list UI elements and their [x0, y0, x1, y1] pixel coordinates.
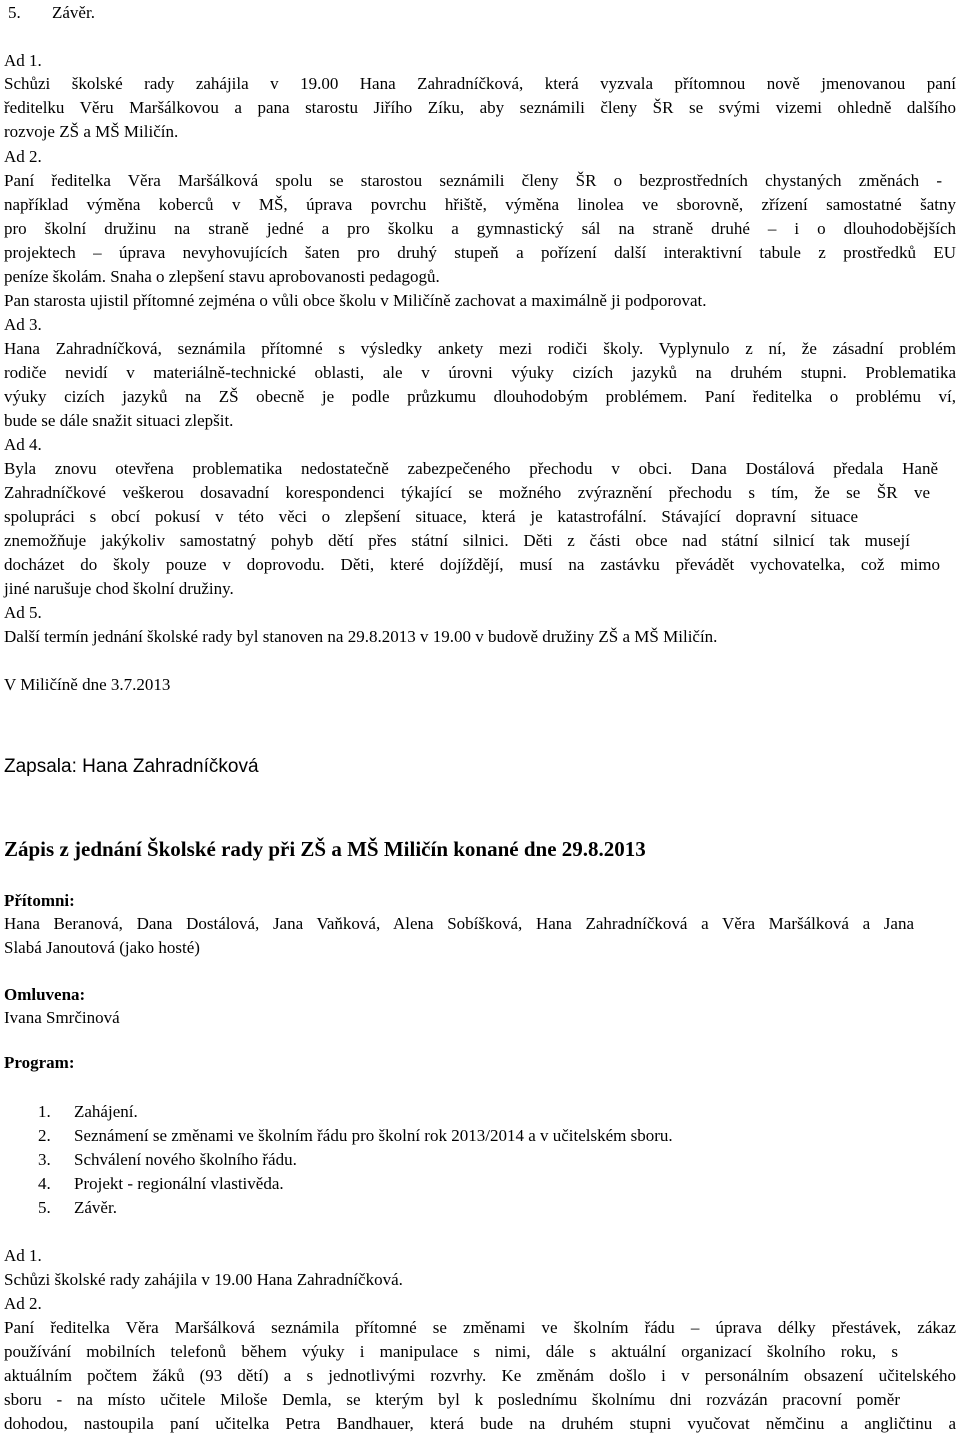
ad1-line: ředitelku Věru Maršálkovou a pana starostu Jiřího Zíku, aby seznámili členy ŠR se svými vizemi ohledně dalšího	[4, 98, 956, 117]
program-item	[34, 1124, 673, 1148]
agenda-item-5	[4, 1, 95, 25]
program-item	[34, 1148, 297, 1172]
ad2-line: Pan starosta ujistil přítomné zejména o vůli obce školu v Miličíně zachovat a maximálně ji podporovat.	[4, 291, 707, 310]
program-number: 5.	[38, 1198, 51, 1217]
ad2-line: Paní ředitelka Věra Maršálková spolu se starostou seznámili členy ŠR o bezprostředních chystaných změnách -	[4, 171, 942, 190]
ad2-line: pro školní družinu na straně jedné a pro školku a gymnastický sál na straně druhé – i o dlouhodobějších	[4, 219, 956, 238]
program-label: Program:	[4, 1053, 75, 1072]
ad1-line: rozvoje ZŠ a MŠ Miličín.	[4, 122, 179, 141]
ad4-line: jiné narušuje chod školní družiny.	[4, 579, 234, 598]
agenda-text: Závěr.	[52, 3, 95, 22]
program-item	[34, 1196, 117, 1220]
program-number: 4.	[38, 1174, 51, 1193]
ad1-text-2: Schůzi školské rady zahájila v 19.00 Hana Zahradníčková.	[4, 1270, 403, 1289]
ad4-line: znemožňuje jakýkoliv samostatný pohyb dětí přes státní silnici. Děti z části obce nad státní silnicí tak musejí	[4, 531, 910, 550]
ad4-heading: Ad 4.	[4, 435, 42, 454]
ad1-heading: Ad 1.	[4, 51, 42, 70]
present-line: Hana Beranová, Dana Dostálová, Jana Vaňková, Alena Sobíšková, Hana Zahradníčková a Věra Maršálková a Jana	[4, 914, 914, 933]
program-text: Závěr.	[74, 1198, 117, 1217]
ad3-heading: Ad 3.	[4, 315, 42, 334]
program-text: Zahájení.	[74, 1102, 138, 1121]
program-number: 2.	[38, 1126, 51, 1145]
ad1-heading-2: Ad 1.	[4, 1246, 42, 1265]
ad2-line: peníze školám. Snaha o zlepšení stavu aprobovanosti pedagogů.	[4, 267, 440, 286]
present-label: Přítomni:	[4, 891, 75, 910]
ad3-line: rodiče nevidí v materiálně-technické oblasti, ale v úrovni výuky cizích jazyků na druhém stupni. Problematika	[4, 363, 956, 382]
ad4-line: spolupráci s obcí pokusí v této věci o zlepšení situace, která je katastrofální. Stávající dopravní situace	[4, 507, 858, 526]
ad2-line: projektech – úprava nevyhovujících šaten pro druhý stupeň a pořízení další interaktivní tabule z prostředků EU	[4, 243, 956, 262]
ad2-line: například výměna koberců v MŠ, úprava povrchu hřiště, výměna linolea ve sborovně, zřízení samostatné šatny	[4, 195, 956, 214]
ad2-line-2: Paní ředitelka Věra Maršálková seznámila přítomné se změnami ve školním řádu – úprava délky přestávek, zákaz	[4, 1318, 956, 1337]
ad2-line-2: sboru - na místo učitele Miloše Demla, se kterým byl k poslednímu školnímu dni rozvázán pracovní poměr	[4, 1390, 900, 1409]
program-text: Projekt - regionální vlastivěda.	[74, 1174, 284, 1193]
ad3-line: výuky cizích jazyků na ZŠ obecně je podle průzkumu dlouhodobým problémem. Paní ředitelka o problému ví,	[4, 387, 956, 406]
ad2-line-2: dohodou, nastoupila paní učitelka Petra Bandhauer, která bude na druhém stupni vyučovat němčinu a angličtinu a	[4, 1414, 956, 1433]
ad3-line: bude se dále snažit situaci zlepšit.	[4, 411, 234, 430]
ad2-heading-2: Ad 2.	[4, 1294, 42, 1313]
program-text: Schválení nového školního řádu.	[74, 1150, 297, 1169]
program-number: 1.	[38, 1102, 51, 1121]
program-item	[34, 1100, 138, 1124]
excused-name: Ivana Smrčinová	[4, 1008, 120, 1027]
agenda-number: 5.	[8, 3, 21, 22]
ad1-line: Schůzi školské rady zahájila v 19.00 Hana Zahradníčková, která vyzvala přítomnou nově jmenovanou paní	[4, 74, 956, 93]
ad4-line: Byla znovu otevřena problematika nedostatečně zabezpečeného přechodu v obci. Dana Dostálová předala Haně	[4, 459, 938, 478]
program-text: Seznámení se změnami ve školním řádu pro školní rok 2013/2014 a v učitelském sboru.	[74, 1126, 673, 1145]
ad5-heading: Ad 5.	[4, 603, 42, 622]
ad2-line-2: aktuálním počtem žáků (93 dětí) a s jednotlivými rozvrhy. Ke změnám došlo i v personálním obsazení učitelského	[4, 1366, 956, 1385]
recorded-by: Zapsala: Hana Zahradníčková	[4, 756, 259, 777]
place-and-date: V Miličíně dne 3.7.2013	[4, 675, 171, 694]
ad2-line-2: používání mobilních telefonů během výuky i manipulace s nimi, dále s aktuální organizací školního roku, s	[4, 1342, 898, 1361]
ad4-line: Zahradníčkové veškerou dosavadní korespondenci týkající se možného zvýraznění přechodu s tím, že se ŠR ve	[4, 483, 930, 502]
program-item	[34, 1172, 284, 1196]
ad2-heading: Ad 2.	[4, 147, 42, 166]
ad3-line: Hana Zahradníčková, seznámila přítomné s výsledky ankety mezi rodiči školy. Vyplynulo z ní, že zásadní problém	[4, 339, 956, 358]
ad5-line: Další termín jednání školské rady byl stanoven na 29.8.2013 v 19.00 v budově družiny ZŠ a MŠ Miličín.	[4, 627, 718, 646]
present-line: Slabá Janoutová (jako hosté)	[4, 938, 200, 957]
minutes-title: Zápis z jednání Školské rady při ZŠ a MŠ Miličín konané dne 29.8.2013	[4, 837, 646, 861]
program-number: 3.	[38, 1150, 51, 1169]
ad4-line: docházet do školy pouze v doprovodu. Děti, které dojíždějí, musí na zastávku převádět vychovatelka, což mimo	[4, 555, 940, 574]
excused-label: Omluvena:	[4, 985, 86, 1004]
